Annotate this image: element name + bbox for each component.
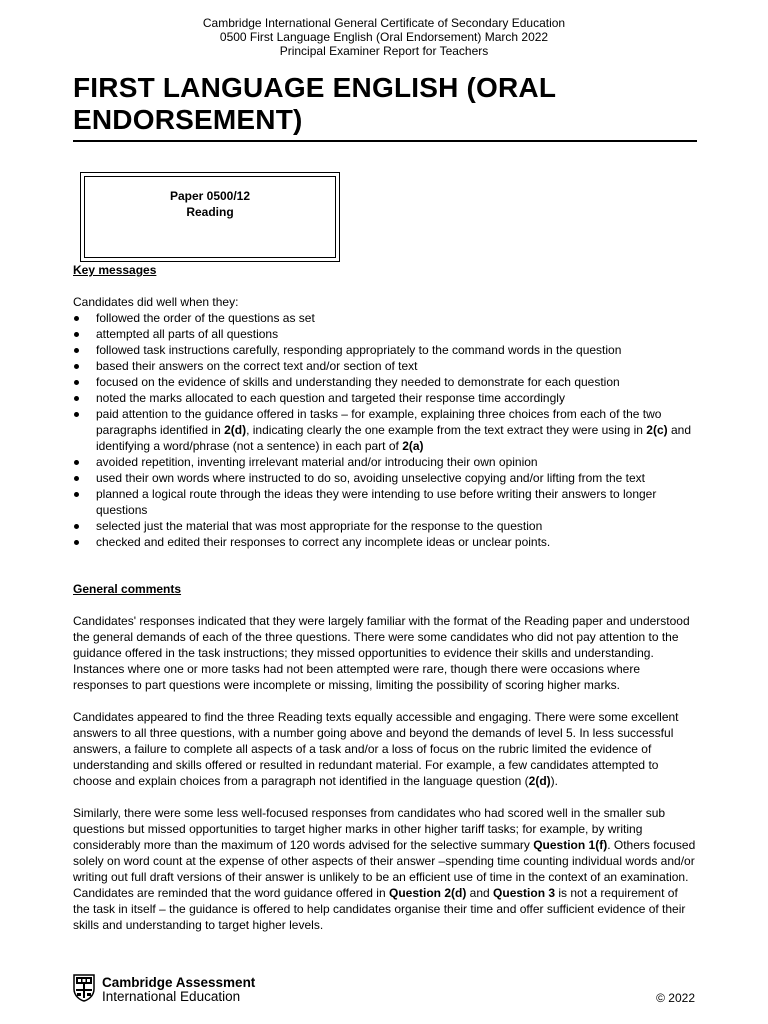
- guidance-text-2: , indicating clearly the one example from the text extract they were using in: [246, 423, 647, 437]
- list-item-guidance: [73, 406, 697, 454]
- crest-icon: [73, 974, 95, 1007]
- general-comments-para-2: [73, 709, 697, 789]
- report-header: [0, 16, 768, 58]
- list-item: used their own words where instructed to do so, avoiding unselective copying and/or lifting from the text: [73, 470, 697, 486]
- question-ref: Question 1(f): [533, 838, 608, 852]
- para-2-end: ).: [550, 774, 558, 788]
- paper-name: Reading: [186, 205, 234, 219]
- logo-text: [102, 976, 255, 1004]
- list-item: based their answers on the correct text and/or section of text: [73, 358, 697, 374]
- header-line-1: Cambridge International General Certificate of Secondary Education: [202, 16, 566, 30]
- key-messages-heading: Key messages: [73, 263, 157, 277]
- header-line-3: Principal Examiner Report for Teachers: [279, 44, 489, 58]
- question-ref: Question 2(d): [388, 886, 467, 900]
- list-item: focused on the evidence of skills and understanding they needed to demonstrate for each question: [73, 374, 697, 390]
- paper-code: Paper 0500/12: [169, 189, 251, 203]
- general-comments-heading: General comments: [73, 582, 182, 596]
- general-comments-para-1: Candidates' responses indicated that they were largely familiar with the format of the Reading paper and understood the general demands of each of the three questions. There were some candidates who did not pay attention to the guidance offered in the task instructions; they missed opportunities to evidence their skills and understanding. Instances where one or more tasks had not been attempted were rare, though there were occasions where responses to part questions were incomplete or missing, limiting the possibility of scoring higher marks.: [73, 614, 690, 692]
- page-title: FIRST LANGUAGE ENGLISH (ORAL ENDORSEMENT): [73, 72, 697, 142]
- key-messages-list: [73, 310, 697, 550]
- general-comments-para-3: [73, 805, 697, 933]
- list-item: selected just the material that was most appropriate for the response to the question: [73, 518, 697, 534]
- list-item: followed task instructions carefully, responding appropriately to the command words in the question: [73, 342, 697, 358]
- list-item: attempted all parts of all questions: [73, 326, 697, 342]
- para-3-text-1: Similarly, there were some less well-focused responses from candidates who had scored well in the smaller sub questions but missed opportunities to target higher marks in other higher tariff tasks; for example, by writing considerably more than the maximum of 120 words advised for the selective summary: [73, 806, 666, 852]
- header-line-2: 0500 First Language English (Oral Endorsement) March 2022: [219, 30, 549, 44]
- list-item: avoided repetition, inventing irrelevant material and/or introducing their own opinion: [73, 454, 697, 470]
- logo-line-1: Cambridge Assessment: [102, 975, 256, 990]
- question-ref: Question 3: [493, 886, 556, 900]
- list-item: noted the marks allocated to each question and targeted their response time accordingly: [73, 390, 697, 406]
- question-ref: 2(d): [224, 423, 247, 437]
- cambridge-logo: [73, 973, 255, 1007]
- question-ref: 2(c): [646, 423, 668, 437]
- list-item: planned a logical route through the ideas they were intending to use before writing their answers to longer questions: [73, 486, 697, 518]
- para-2-text: Candidates appeared to find the three Reading texts equally accessible and engaging. There were some excellent answers to all three questions, with a number going above and beyond the demands of level 5. In less successful answers, a failure to complete all aspects of a task and/or a loss of focus on the rubric limited the evidence of understanding and skills offered or resulted in redundant material. For example, a few candidates attempted to choose and explain choices from a paragraph not identified in the language question (: [73, 710, 679, 788]
- copyright: © 2022: [656, 991, 695, 1005]
- key-messages-intro: Candidates did well when they:: [73, 295, 239, 309]
- paper-box: [80, 172, 340, 262]
- para-3-text-4: is not a requirement of the task in itself – the guidance is offered to help candidates organise their time and offer sufficient evidence of their skills and understanding to target higher levels.: [73, 886, 686, 932]
- para-3-text-3: and: [466, 886, 494, 900]
- report-body: [73, 262, 697, 933]
- guidance-text-3: and identifying a word/phrase (not a sentence) in each part of: [96, 423, 691, 453]
- para-3-text-2: . Others focused solely on word count at the expense of other aspects of their answer –spending time counting individual words and/or writing out full draft versions of their answer is unlikely to be an efficient use of time in the context of an examination. Candidates are reminded that the word guidance offered in: [73, 838, 696, 900]
- guidance-text-1: paid attention to the guidance offered in tasks – for example, explaining three choices from each of the two paragraphs identified in: [96, 407, 662, 437]
- question-ref: 2(d): [528, 774, 551, 788]
- list-item: checked and edited their responses to correct any incomplete ideas or unclear points.: [73, 534, 697, 550]
- list-item: followed the order of the questions as set: [73, 310, 697, 326]
- paper-box-inner: [84, 176, 336, 258]
- question-ref: 2(a): [402, 439, 424, 453]
- logo-line-2: International Education: [102, 989, 241, 1004]
